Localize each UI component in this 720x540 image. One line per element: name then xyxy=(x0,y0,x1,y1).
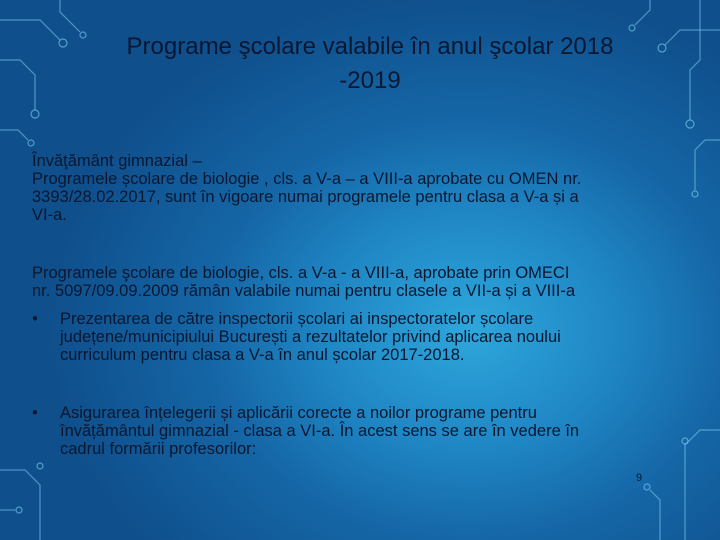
paragraph-line: 3393/28.02.2017, sunt în vigoare numai programele pentru clasa a V-a și a xyxy=(32,188,579,206)
paragraph-line: nr. 5097/09.09.2009 rămân valabile numai pentru clasele a VII-a și a VIII-a xyxy=(32,282,575,300)
bullet-line: învățământul gimnazial - clasa a VI-a. În acest sens se are în vedere în xyxy=(60,422,580,440)
bullet-marker: • xyxy=(32,404,38,422)
slide-title-line-1: Programe şcolare valabile în anul şcolar 2018 xyxy=(126,33,614,60)
slide-title xyxy=(60,30,680,98)
paragraph-line: Învăţământ gimnazial – xyxy=(32,152,202,170)
paragraph-gymnasium xyxy=(32,152,702,224)
bullet-line: curriculum pentru clasa a V-a în anul școlar 2017-2018. xyxy=(60,346,465,364)
bullet-line: Asigurarea înțelegerii și aplicării corecte a noilor programe pentru xyxy=(60,404,537,422)
page-number: 9 xyxy=(636,472,643,484)
slide-title-line-2: -2019 xyxy=(339,67,401,94)
bullet-line: județene/municipiului București a rezultatelor privind aplicarea noului xyxy=(60,328,561,346)
paragraph-line: VI-a. xyxy=(32,206,67,224)
bullet-line: cadrul formării profesorilor: xyxy=(60,440,257,458)
paragraph-line: Programele școlare de biologie , cls. a V-a – a VIII-a aprobate cu OMEN nr. xyxy=(32,170,582,188)
paragraph-programs xyxy=(32,264,702,300)
paragraph-line: Programele şcolare de biologie, cls. a V-a - a VIII-a, aprobate prin OMECI xyxy=(32,264,570,282)
bullet-marker: • xyxy=(32,310,38,328)
bullet-line: Prezentarea de către inspectorii școlari ai inspectoratelor școlare xyxy=(60,310,534,328)
